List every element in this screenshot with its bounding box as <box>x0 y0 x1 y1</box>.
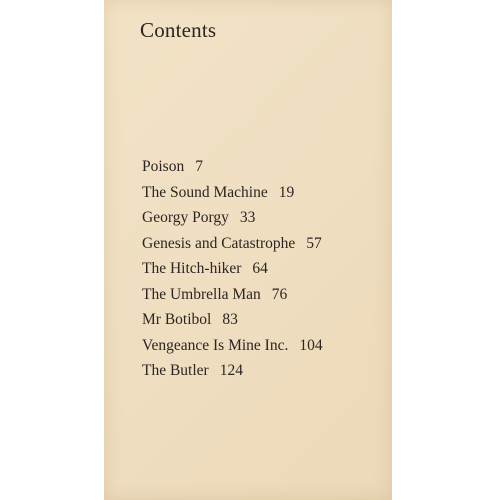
toc-entry-page: 64 <box>252 260 268 277</box>
toc-entry-title: Genesis and Catastrophe <box>142 234 296 252</box>
toc-entry-page: 104 <box>299 336 323 354</box>
toc-entry-title: Vengeance Is Mine Inc. <box>142 336 289 354</box>
toc-entry-title: The Butler <box>142 362 209 379</box>
toc-entry-page: 124 <box>219 362 243 379</box>
toc-entry-title: The Sound Machine <box>142 183 268 201</box>
toc-entry <box>142 333 323 359</box>
toc-entry-page: 19 <box>278 183 295 201</box>
toc-entry-title: The Hitch-hiker <box>142 260 242 277</box>
table-of-contents <box>142 154 323 384</box>
toc-entry <box>142 231 323 257</box>
toc-entry <box>142 180 323 206</box>
contents-heading: Contents <box>140 18 217 42</box>
toc-entry-page: 57 <box>306 234 322 252</box>
toc-entry-title: Mr Botibol <box>142 311 212 328</box>
toc-entry-page: 76 <box>271 285 288 303</box>
toc-entry <box>142 307 323 333</box>
toc-entry-title: Poison <box>142 158 185 175</box>
toc-entry <box>142 358 323 384</box>
toc-entry-title: The Umbrella Man <box>142 285 261 303</box>
toc-entry-title: Georgy Porgy <box>142 209 229 226</box>
toc-entry <box>142 256 323 282</box>
toc-entry <box>142 154 323 180</box>
toc-entry-page: 33 <box>239 209 256 226</box>
toc-entry <box>142 282 323 308</box>
toc-entry-page: 83 <box>222 311 238 328</box>
toc-entry-page: 7 <box>195 158 203 175</box>
toc-entry <box>142 205 323 231</box>
